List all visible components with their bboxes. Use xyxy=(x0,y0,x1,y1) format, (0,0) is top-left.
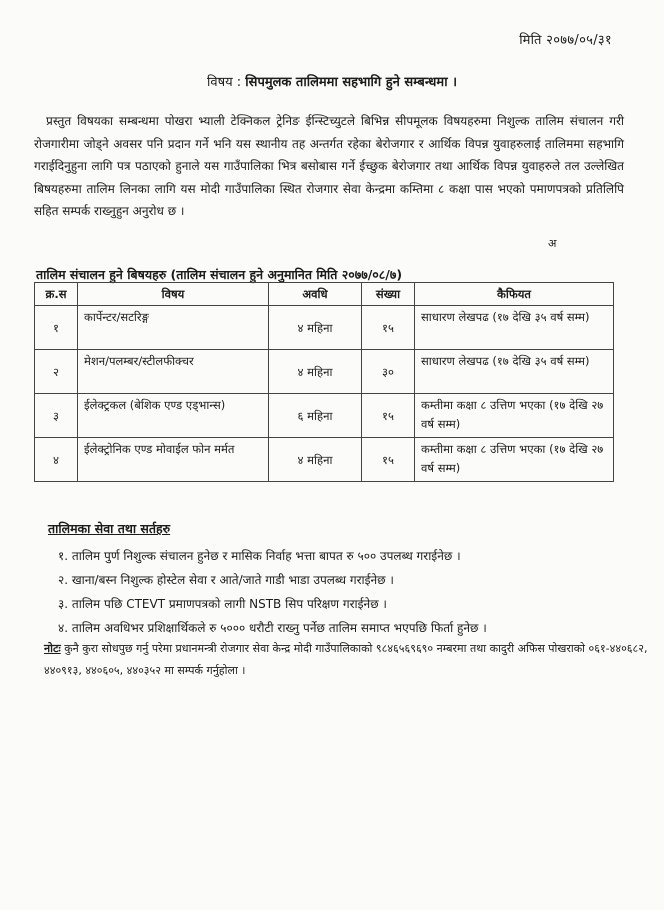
cell-count: १५ xyxy=(362,438,415,482)
terms-title: तालिमका सेवा तथा सर्तहरु xyxy=(48,521,171,536)
cell-count: १५ xyxy=(362,306,415,350)
cell-duration: ६ महिना xyxy=(269,394,362,438)
cell-subject: कार्पेन्टर/सटरिङ्ग xyxy=(78,306,269,350)
subject-label: विषय : xyxy=(206,75,242,90)
header-remarks: कैफियत xyxy=(415,283,614,306)
cell-sn: १ xyxy=(35,306,78,350)
table-caption: तालिम संचालन हुने बिषयहरु (तालिम संचालन हुने अनुमानित मिति २०७७/०८/७) xyxy=(36,267,403,282)
table-row xyxy=(35,350,614,394)
cell-sn: २ xyxy=(35,350,78,394)
cell-sn: ४ xyxy=(35,438,78,482)
terms-list xyxy=(58,544,638,640)
cell-remarks: कम्तीमा कक्षा ८ उत्तिण भएका (१७ देखि २७ वर्ष सम्म) xyxy=(415,394,614,438)
header-subject: विषय xyxy=(78,283,269,306)
list-item: १. तालिम पुर्ण निशुल्क संचालन हुनेछ र मासिक निर्वाह भत्ता बापत रु ५०० उपलब्ध गराईनेछ । xyxy=(58,549,461,563)
cell-subject: ईलेक्ट्रकल (बेशिक एण्ड एड्भान्स) xyxy=(78,394,269,438)
cell-sn: ३ xyxy=(35,394,78,438)
cell-subject: मेशन/पलम्बर/स्टीलफीक्चर xyxy=(78,350,269,394)
training-table xyxy=(34,282,614,482)
header-count: संख्या xyxy=(362,283,415,306)
header-sn: क्र.स xyxy=(35,283,78,306)
table-header-row xyxy=(35,283,614,306)
table-row xyxy=(35,438,614,482)
subject-text: सिपमुलक तालिममा सहभागि हुने सम्बन्धमा । xyxy=(245,75,458,90)
note-label: नोटः xyxy=(44,642,61,655)
cell-remarks: कम्तीमा कक्षा ८ उत्तिण भएका (१७ देखि २७ वर्ष सम्म) xyxy=(415,438,614,482)
letter-body xyxy=(34,110,624,223)
table-row xyxy=(35,394,614,438)
letter-subject xyxy=(0,72,664,90)
cell-count: ३० xyxy=(362,350,415,394)
cell-duration: ४ महिना xyxy=(269,350,362,394)
letter-date: मिति २०७७/०५/३१ xyxy=(519,33,612,48)
cell-count: १५ xyxy=(362,394,415,438)
handwritten-mark: अ xyxy=(548,237,557,250)
list-item: ४. तालिम अवधिभर प्रशिक्षार्थिकले रु ५००० धरौटी राख्नु पर्नेछ तालिम समाप्त भएपछि फिर्ता हुनेछ । xyxy=(58,621,487,635)
list-item: ३. तालिम पछि CTEVT प्रमाणपत्रको लागी NSTB सिप परिक्षण गराईनेछ । xyxy=(58,597,387,611)
contact-note xyxy=(44,638,652,682)
list-item: २. खाना/बस्न निशुल्क होस्टेल सेवा र आते/जाते गाडी भाडा उपलब्ध गराईनेछ । xyxy=(58,573,394,587)
table-row xyxy=(35,306,614,350)
body-paragraph: प्रस्तुत विषयका सम्बन्धमा पोखरा भ्याली टेक्निकल ट्रेनिङ ईन्स्टिच्युटले बिभिन्न सीपमूलक विषयहरुमा निशुल्क तालिम संचालन गरी रोजगारीमा जोड्ने अवसर पनि प्रदान गर्ने भनि यस स्थानीय तह अन्तर्गत रहेका बेरोजगार र आर्थिक विपन्न युवाहरुलाई तालिममा सहभागि गराईदिनुहुना लागि पत्र पठाएको हुनाले यस गाउँपालिका भित्र बसोबास गर्ने ईच्छुक बेरोजगार तथा आर्थिक विपन्न युवाहरुले तल उल्लेखित बिषयहरुमा तालिम लिनका लागि यस मोदी गाउँपालिका स्थित रोजगार सेवा केन्द्रमा कम्तिमा ८ कक्षा पास भएको पमाणपत्रको प्रतिलिपि सहित सम्पर्क राख्नुहुन अनुरोध छ । xyxy=(34,114,624,218)
header-duration: अवधि xyxy=(269,283,362,306)
cell-duration: ४ महिना xyxy=(269,306,362,350)
note-text: कुनै कुरा सोधपुछ गर्नु परेमा प्रधानमन्त्री रोजगार सेवा केन्द्र मोदी गाउँपालिकाको ९८४६५६९६९० नम्बरमा तथा कादुरी अफिस पोखराको ०६१-४४०६८२, ४४०९१३, ४४०६०५, ४४०३५२ मा सम्पर्क गर्नुहोला । xyxy=(44,642,648,677)
cell-remarks: साधारण लेखपढ (१७ देखि ३५ वर्ष सम्म) xyxy=(415,306,614,350)
cell-duration: ४ महिना xyxy=(269,438,362,482)
cell-remarks: साधारण लेखपढ (१७ देखि ३५ वर्ष सम्म) xyxy=(415,350,614,394)
cell-subject: ईलेक्ट्रोनिक एण्ड मोवाईल फोन मर्मत xyxy=(78,438,269,482)
